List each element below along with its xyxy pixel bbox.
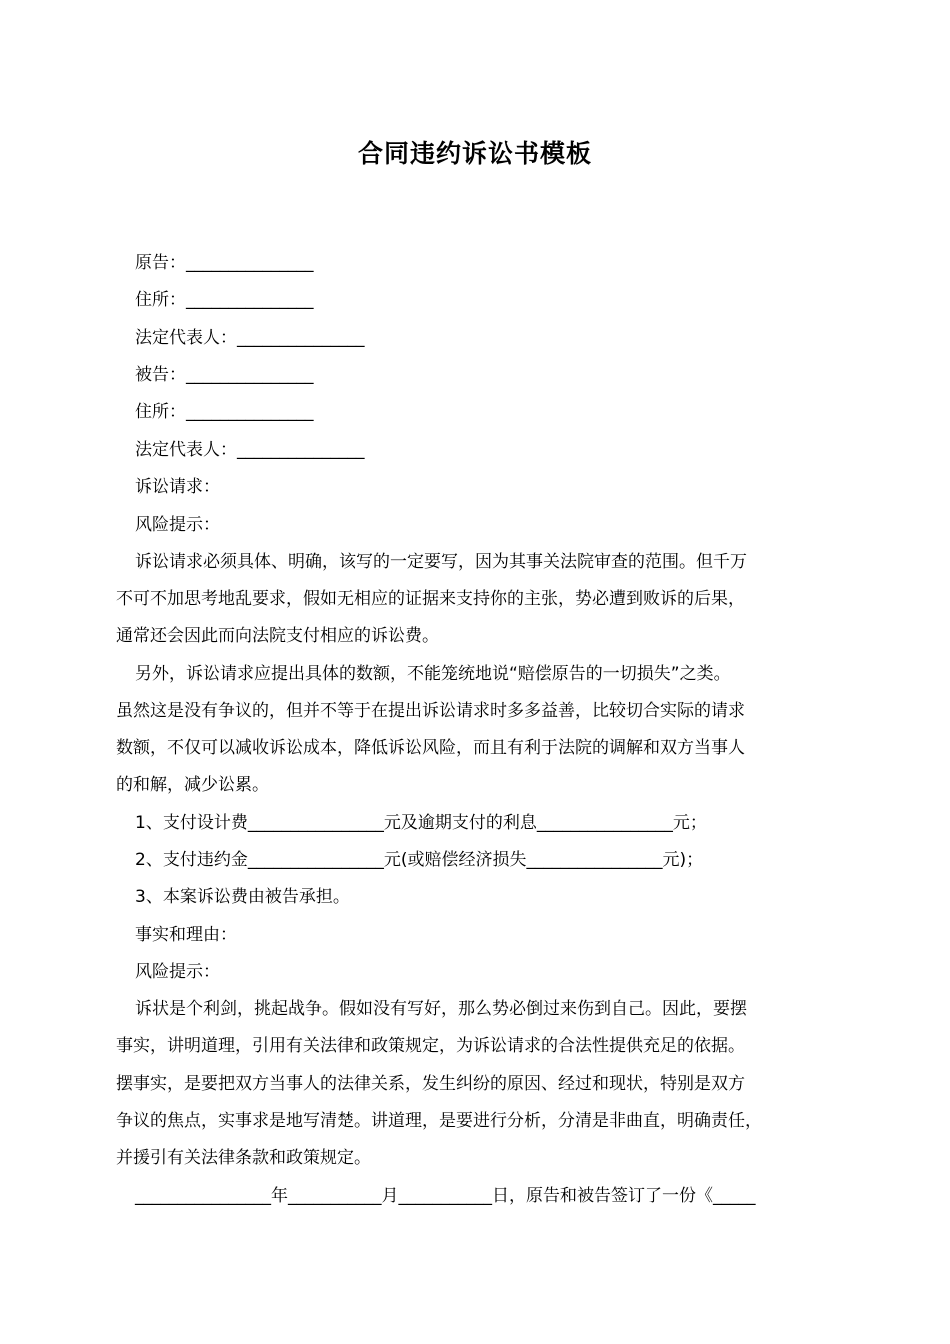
document-title: 合同违约诉讼书模板: [357, 139, 592, 168]
paragraph-line: 争议的焦点，实事求是地写清楚。讲道理，是要进行分析，分清是非曲直，明确责任，: [116, 1111, 762, 1131]
field-defendant: [116, 364, 870, 386]
field-blank: _______________: [186, 290, 314, 310]
field-plaintiff-address: [116, 289, 870, 311]
paragraph-line: 的和解，减少讼累。: [116, 775, 269, 795]
field-label: 被告：: [135, 365, 186, 385]
field-label: 住所：: [135, 290, 186, 310]
field-label: 原告：: [135, 253, 186, 273]
claim-item: 2、支付违约金________________元(或赔偿经济损失________________元)；: [135, 850, 704, 870]
claim-item: 1、支付设计费________________元及逾期支付的利息________________元；: [135, 813, 707, 833]
field-defendant-representative: [116, 439, 870, 461]
paragraph-line: 数额，不仅可以减收诉讼成本，降低诉讼风险，而且有利于法院的调解和双方当事人: [116, 738, 745, 758]
field-defendant-address: [116, 401, 870, 423]
claim-item: 3、本案诉讼费由被告承担。: [135, 887, 350, 907]
facts-heading: 事实和理由：: [135, 925, 237, 945]
paragraph-line: 摆事实，是要把双方当事人的法律关系，发生纠纷的原因、经过和现状，特别是双方: [116, 1074, 745, 1094]
paragraph-line: 通常还会因此而向法院支付相应的诉讼费。: [116, 626, 439, 646]
contract-date-line: ________________年___________月___________日，原告和被告签订了一份《_____: [135, 1186, 756, 1206]
field-label: 法定代表人：: [135, 440, 237, 460]
risk-heading: 风险提示：: [135, 962, 220, 982]
field-blank: _______________: [186, 365, 314, 385]
field-plaintiff-representative: [116, 327, 870, 349]
field-blank: _______________: [186, 402, 314, 422]
risk-heading: 风险提示：: [135, 515, 220, 535]
field-plaintiff: [116, 252, 870, 274]
paragraph-line: 另外，诉讼请求应提出具体的数额，不能笼统地说“赔偿原告的一切损失”之类。: [135, 664, 731, 684]
paragraph-line: 并援引有关法律条款和政策规定。: [116, 1148, 371, 1168]
paragraph-line: 诉讼请求必须具体、明确，该写的一定要写，因为其事关法院审查的范围。但千万: [135, 552, 747, 572]
field-blank: _______________: [237, 440, 365, 460]
paragraph-line: 不可不加思考地乱要求，假如无相应的证据来支持你的主张，势必遭到败诉的后果，: [116, 589, 745, 609]
field-blank: _______________: [186, 253, 314, 273]
paragraph-line: 事实，讲明道理，引用有关法律和政策规定，为诉讼请求的合法性提供充足的依据。: [116, 1036, 745, 1056]
paragraph-line: 诉状是个利剑，挑起战争。假如没有写好，那么势必倒过来伤到自己。因此，要摆: [135, 999, 747, 1019]
field-label: 住所：: [135, 402, 186, 422]
claims-heading: 诉讼请求：: [135, 477, 220, 497]
field-blank: _______________: [237, 328, 365, 348]
field-label: 法定代表人：: [135, 328, 237, 348]
paragraph-line: 虽然这是没有争议的，但并不等于在提出诉讼请求时多多益善，比较切合实际的请求: [116, 701, 745, 721]
